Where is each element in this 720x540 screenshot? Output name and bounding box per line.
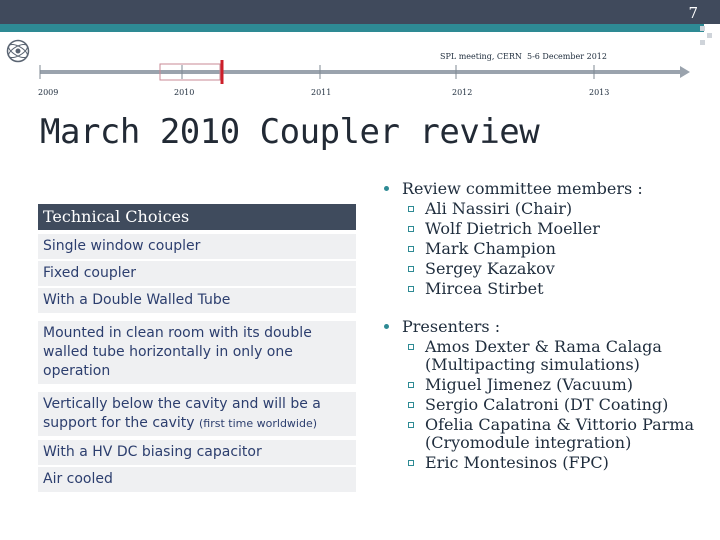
list-item-text: Ofelia Capatina & Vittorio Parma (Cryomodule integration) bbox=[425, 415, 695, 452]
technical-choices-header: Technical Choices bbox=[38, 204, 356, 230]
choice-item: Mounted in clean room with its double walled tube horizontally in only one operation bbox=[38, 321, 356, 386]
bullet-icon bbox=[384, 186, 389, 191]
list-item bbox=[402, 338, 714, 374]
year-2010: 2010 bbox=[174, 88, 195, 97]
choice-item-note: (first time worldwide) bbox=[199, 417, 318, 430]
accent-bar bbox=[0, 24, 704, 32]
year-2012: 2012 bbox=[452, 88, 473, 97]
choice-item: With a HV DC biasing capacitor bbox=[38, 440, 356, 467]
meeting-dates: 5-6 December 2012 bbox=[527, 52, 607, 61]
choice-item bbox=[38, 392, 356, 438]
list-item-text: Eric Montesinos (FPC) bbox=[425, 453, 609, 472]
list-item-text: Wolf Dietrich Moeller bbox=[425, 219, 600, 238]
timeline bbox=[0, 60, 720, 100]
year-2013: 2013 bbox=[589, 88, 610, 97]
list-item bbox=[402, 260, 714, 278]
list-item bbox=[402, 376, 714, 394]
year-2011: 2011 bbox=[311, 88, 332, 97]
presenters-list bbox=[402, 338, 714, 472]
choice-item: Air cooled bbox=[38, 467, 356, 494]
technical-choices-panel bbox=[38, 204, 356, 494]
right-column bbox=[384, 180, 714, 474]
list-item bbox=[402, 240, 714, 258]
list-item-text: Amos Dexter & Rama Calaga (Multipacting simulations) bbox=[425, 337, 662, 374]
presenters-heading: Presenters : bbox=[402, 317, 501, 336]
square-bullet-icon bbox=[408, 206, 414, 212]
choice-item: With a Double Walled Tube bbox=[38, 288, 356, 315]
list-item-text: Sergio Calatroni (DT Coating) bbox=[425, 395, 669, 414]
list-item bbox=[402, 220, 714, 238]
square-bullet-icon bbox=[408, 226, 414, 232]
presenters-block bbox=[384, 318, 714, 472]
list-item bbox=[402, 200, 714, 218]
square-bullet-icon bbox=[408, 402, 414, 408]
committee-list bbox=[402, 200, 714, 298]
choice-item: Fixed coupler bbox=[38, 261, 356, 288]
square-bullet-icon bbox=[408, 422, 414, 428]
choice-item-text: Vertically below the cavity and will be a support for the cavity bbox=[43, 396, 321, 431]
list-item-text: Sergey Kazakov bbox=[425, 259, 555, 278]
square-bullet-icon bbox=[408, 460, 414, 466]
square-bullet-icon bbox=[408, 286, 414, 292]
square-bullet-icon bbox=[408, 344, 414, 350]
bullet-icon bbox=[384, 324, 389, 329]
square-bullet-icon bbox=[408, 266, 414, 272]
timeline-arrow-icon bbox=[680, 66, 690, 78]
top-bar bbox=[0, 0, 720, 24]
choice-item: Single window coupler bbox=[38, 234, 356, 261]
list-item bbox=[402, 454, 714, 472]
list-item-text: Ali Nassiri (Chair) bbox=[425, 199, 573, 218]
list-item bbox=[402, 280, 714, 298]
corner-decoration bbox=[700, 26, 714, 46]
page-number: 7 bbox=[688, 4, 698, 22]
square-bullet-icon bbox=[408, 382, 414, 388]
list-item bbox=[402, 416, 714, 452]
page-title: March 2010 Coupler review bbox=[40, 112, 540, 152]
square-bullet-icon bbox=[408, 246, 414, 252]
review-committee-heading: Review committee members : bbox=[402, 179, 643, 198]
list-item bbox=[402, 396, 714, 414]
review-committee-block bbox=[384, 180, 714, 298]
meeting-name: SPL meeting, CERN bbox=[440, 52, 522, 61]
list-item-text: Mircea Stirbet bbox=[425, 279, 544, 298]
timeline-axis bbox=[40, 70, 683, 74]
list-item-text: Mark Champion bbox=[425, 239, 556, 258]
list-item-text: Miguel Jimenez (Vacuum) bbox=[425, 375, 634, 394]
year-2009: 2009 bbox=[38, 88, 59, 97]
